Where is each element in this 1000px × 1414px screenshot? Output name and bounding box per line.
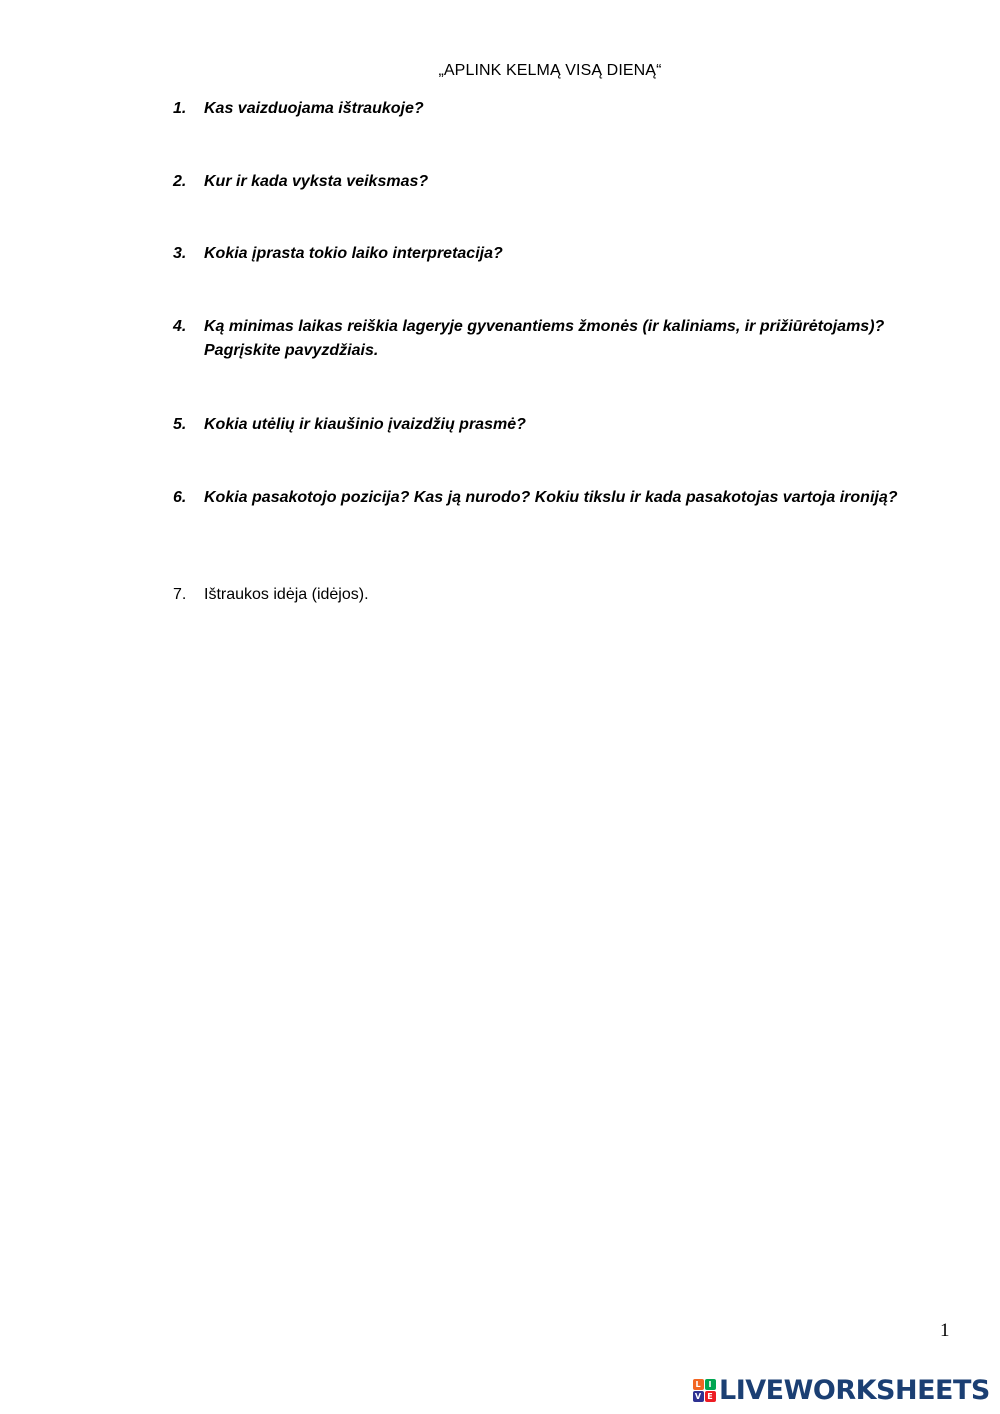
logo-text: LIVEWORKSHEETS [719,1374,990,1406]
question-item [173,315,933,363]
logo-letter: V [693,1391,704,1402]
logo-letter: L [693,1379,704,1390]
question-text: Kokia įprasta tokio laiko interpretacija? [204,245,503,262]
liveworksheets-logo-icon [692,1378,716,1402]
question-text: Ištraukos idėja (idėjos). [204,586,369,603]
question-item [173,583,933,607]
question-text: Kas vaizduojama ištraukoje? [204,100,424,117]
question-number: 7. [173,586,187,603]
question-item [173,97,933,121]
question-text: Ką minimas laikas reiškia lageryje gyvenantiems žmonės (ir kaliniams, ir prižiūrėtojams)? Pagrįskite pavyzdžiais. [204,318,885,359]
question-item [173,170,933,194]
question-number: 3. [173,245,187,262]
liveworksheets-logo [692,1374,990,1406]
question-number: 1. [173,100,187,117]
question-number: 5. [173,416,187,433]
question-text: Kokia pasakotojo pozicija? Kas ją nurodo? Kokiu tikslu ir kada pasakotojas vartoja ironiją? [204,489,898,506]
question-number: 6. [173,489,187,506]
question-item [173,242,933,266]
logo-letter: E [705,1391,716,1402]
document-title: „APLINK KELMĄ VISĄ DIENĄ“ [438,62,662,79]
question-text: Kur ir kada vyksta veiksmas? [204,173,429,190]
question-number: 4. [173,318,187,335]
question-item [173,413,933,437]
question-item [173,486,933,510]
question-text: Kokia utėlių ir kiaušinio įvaizdžių prasmė? [204,416,526,433]
question-number: 2. [173,173,187,190]
page-number: 1 [940,1320,950,1341]
logo-letter: I [705,1379,716,1390]
